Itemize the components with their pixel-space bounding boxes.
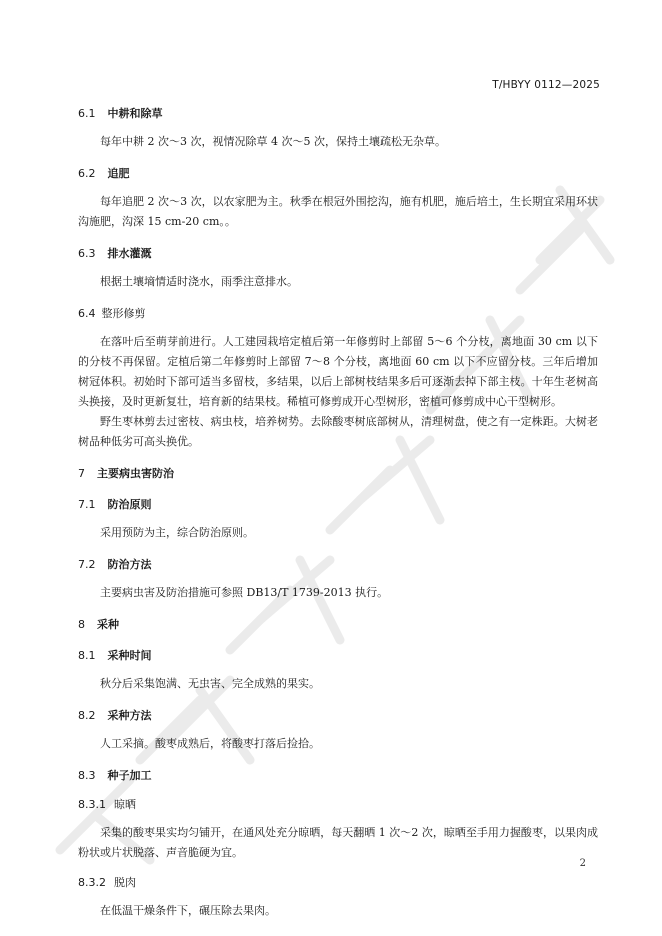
paragraph-8-2: 人工采摘。酸枣成熟后，将酸枣打落后捡拾。 bbox=[100, 737, 320, 750]
document-body bbox=[78, 103, 598, 921]
section-heading-8-3: 8.3 种子加工 bbox=[78, 768, 152, 782]
section-heading-8: 8 采种 bbox=[78, 617, 119, 631]
paragraph-8-3-1: 采集的酸枣果实均匀铺开，在通风处充分晾晒，每天翻晒 1 次～2 次，晾晒至手用力握酸枣，以果肉成粉状或片状脱落、声音脆硬为宜。 bbox=[78, 826, 598, 859]
section-heading-8-3-2: 8.3.2 脱肉 bbox=[78, 875, 136, 889]
paragraph-8-1: 秋分后采集饱满、无虫害、完全成熟的果实。 bbox=[100, 677, 320, 690]
section-heading-8-1: 8.1 采种时间 bbox=[78, 648, 152, 662]
section-heading-6-1: 6.1 中耕和除草 bbox=[78, 106, 163, 120]
section-heading-7: 7 主要病虫害防治 bbox=[78, 466, 174, 480]
paragraph-6-2: 每年追肥 2 次～3 次，以农家肥为主。秋季在根冠外围挖沟，施有机肥，施后培土，生长期宜采用环状沟施肥，沟深 15 cm-20 cm。。 bbox=[78, 195, 598, 228]
paragraph-7-2: 主要病虫害及防治措施可参照 DB13/T 1739-2013 执行。 bbox=[100, 586, 389, 599]
paragraph-8-3-2: 在低温干燥条件下，碾压除去果肉。 bbox=[100, 904, 276, 917]
section-heading-7-1: 7.1 防治原则 bbox=[78, 497, 152, 511]
section-heading-6-4: 6.4 整形修剪 bbox=[78, 306, 146, 320]
document-code: T/HBYY 0112—2025 bbox=[492, 79, 600, 91]
section-heading-6-2: 6.2 追肥 bbox=[78, 166, 130, 180]
section-heading-8-2: 8.2 采种方法 bbox=[78, 708, 152, 722]
paragraph-6-4-b: 野生枣林剪去过密枝、病虫枝，培养树势。去除酸枣树底部树从，清理树盘，使之有一定株距。大树老树品种低劣可高头换优。 bbox=[78, 415, 598, 448]
paragraph-6-1: 每年中耕 2 次～3 次，视情况除草 4 次～5 次，保持土壤疏松无杂草。 bbox=[100, 135, 446, 148]
paragraph-7-1: 采用预防为主，综合防治原则。 bbox=[100, 526, 254, 539]
section-heading-6-3: 6.3 排水灌溉 bbox=[78, 246, 152, 260]
page-number: 2 bbox=[579, 858, 586, 869]
paragraph-6-3: 根据土壤墒情适时浇水，雨季注意排水。 bbox=[100, 275, 298, 288]
section-heading-8-3-1: 8.3.1 晾晒 bbox=[78, 797, 136, 811]
section-heading-7-2: 7.2 防治方法 bbox=[78, 557, 152, 571]
paragraph-6-4-a: 在落叶后至萌芽前进行。人工建园栽培定植后第一年修剪时上部留 5～6 个分枝，离地面 30 cm 以下的分枝不再保留。定植后第二年修剪时上部留 7～8 个分枝，离地面 60 cm 以下不应留分枝。三年后增加树冠体积。初始时下部可适当多留枝，多结果，以后上部树枝结果多后可逐渐去掉下部主枝。十年生老树高头换接，及时更新复壮，培育新的结果枝。稀植可修剪成开心型树形，密植可修剪成中心干型树形。 bbox=[78, 335, 598, 408]
